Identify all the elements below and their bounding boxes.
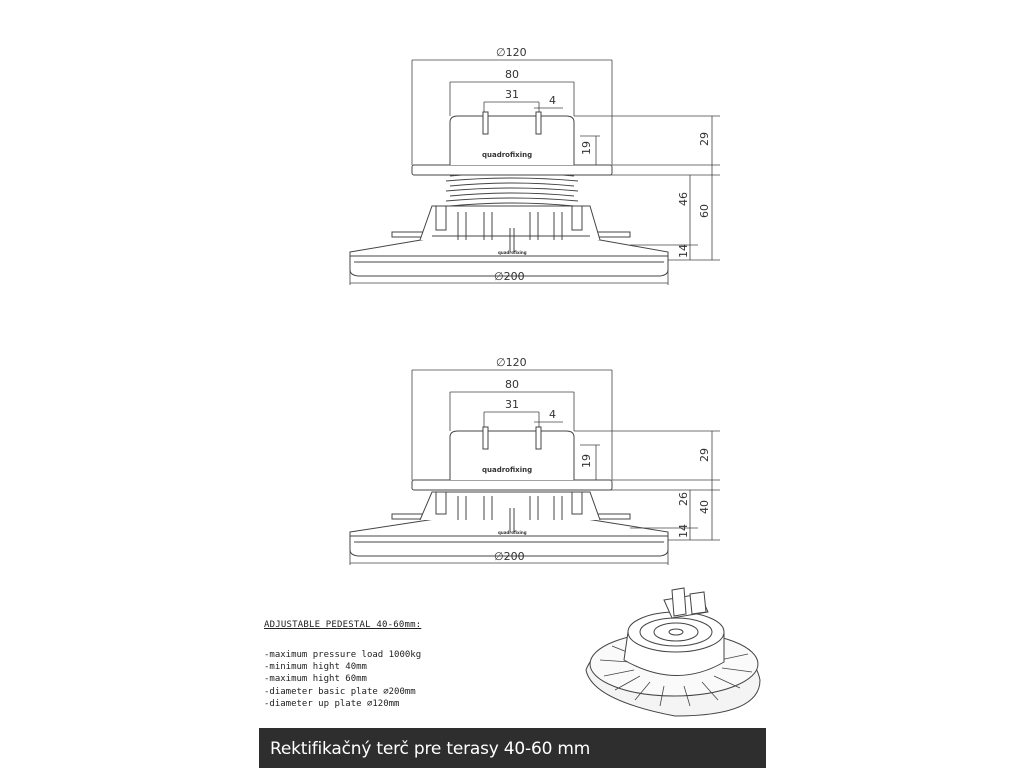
brand-label-top: quadrofixing — [482, 151, 533, 159]
spec-item: -maximum hight 60mm — [264, 674, 367, 685]
dim-19-2: 19 — [580, 454, 593, 468]
dim-diameter-top-1: ∅120 — [496, 46, 527, 59]
dim-40-2: 40 — [698, 500, 711, 514]
dim-diameter-base-1: ∅200 — [494, 270, 525, 283]
dim-4-2: 4 — [549, 408, 556, 421]
pedestal-3d-illustration — [586, 588, 760, 716]
dim-19-1: 19 — [580, 141, 593, 155]
dim-80-1: 80 — [505, 68, 519, 81]
drawing-bottom — [350, 427, 668, 556]
dim-diameter-base-2: ∅200 — [494, 550, 525, 563]
dim-60-1: 60 — [698, 204, 711, 218]
image-caption: Rektifikačný terč pre terasy 40-60 mm — [270, 739, 591, 759]
specs-list — [264, 649, 421, 710]
dim-diameter-top-2: ∅120 — [496, 356, 527, 369]
dim-14-1: 14 — [677, 244, 690, 258]
dim-80-2: 80 — [505, 378, 519, 391]
dim-4-1: 4 — [549, 94, 556, 107]
dim-46-1: 46 — [677, 192, 690, 206]
dim-31-1: 31 — [505, 88, 519, 101]
brand-label-small-bottom: quadrofixing — [498, 530, 527, 535]
dim-31-2: 31 — [505, 398, 519, 411]
brand-label-bottom: quadrofixing — [482, 466, 533, 474]
spec-item: -minimum hight 40mm — [264, 662, 367, 673]
dim-14-2: 14 — [677, 524, 690, 538]
specs-title: ADJUSTABLE PEDESTAL 40-60mm: — [264, 620, 422, 630]
brand-label-small-top: quadrofixing — [498, 250, 527, 255]
thread — [446, 173, 578, 206]
dim-26-2: 26 — [677, 492, 690, 506]
spec-item: -diameter up plate ∅120mm — [264, 698, 400, 709]
dim-29-1: 29 — [698, 132, 711, 146]
image-caption-bar — [259, 728, 766, 768]
spec-item: -diameter basic plate ∅200mm — [264, 686, 416, 697]
dim-29-2: 29 — [698, 448, 711, 462]
spec-item: -maximum pressure load 1000kg — [264, 650, 422, 660]
